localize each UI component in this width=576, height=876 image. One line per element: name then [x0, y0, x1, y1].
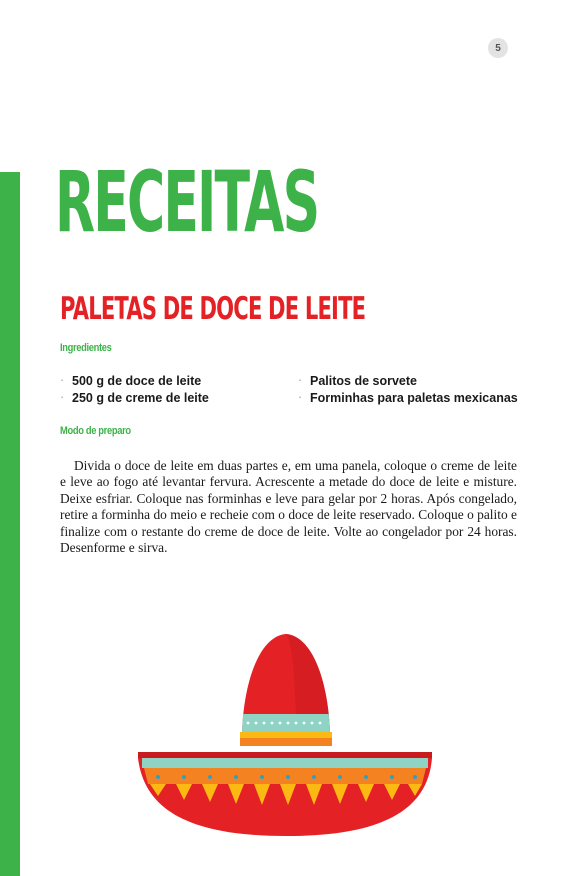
method-label: Modo de preparo [60, 425, 131, 437]
ingredients-list-right [298, 373, 518, 407]
ingredient-item: · Forminhas para paletas mexicanas [298, 390, 518, 407]
ingredient-item: · 250 g de creme de leite [60, 390, 209, 407]
method-text: Divida o doce de leite em duas partes e, em uma panela, coloque o creme de leite e leve ao fogo até levantar fervura. Acrescente a metade do doce de leite e misture. Deixe esfriar. Coloque nas forminhas e leve para gelar por 2 horas. Após congelado, retire a forminha do meio e recheie com o doce de leite reservado. Coloque o palito e finalize com o restante do creme de doce de leite. Volte ao congelador por 24 horas. Desenforme e sirva. [60, 458, 517, 556]
sombrero-orange-band [240, 738, 332, 746]
sombrero-illustration [136, 630, 436, 866]
green-side-bar [0, 172, 20, 876]
section-title: RECEITAS [55, 153, 319, 251]
recipe-title: PALETAS DE DOCE DE LEITE [60, 291, 366, 327]
ingredient-item: · 500 g de doce de leite [60, 373, 209, 390]
sombrero-yellow-band [240, 732, 332, 738]
ingredients-label: Ingredientes [60, 342, 112, 354]
page-number: 5 [488, 38, 508, 58]
ingredients-list-left [60, 373, 209, 407]
ingredient-item: · Palitos de sorvete [298, 373, 518, 390]
